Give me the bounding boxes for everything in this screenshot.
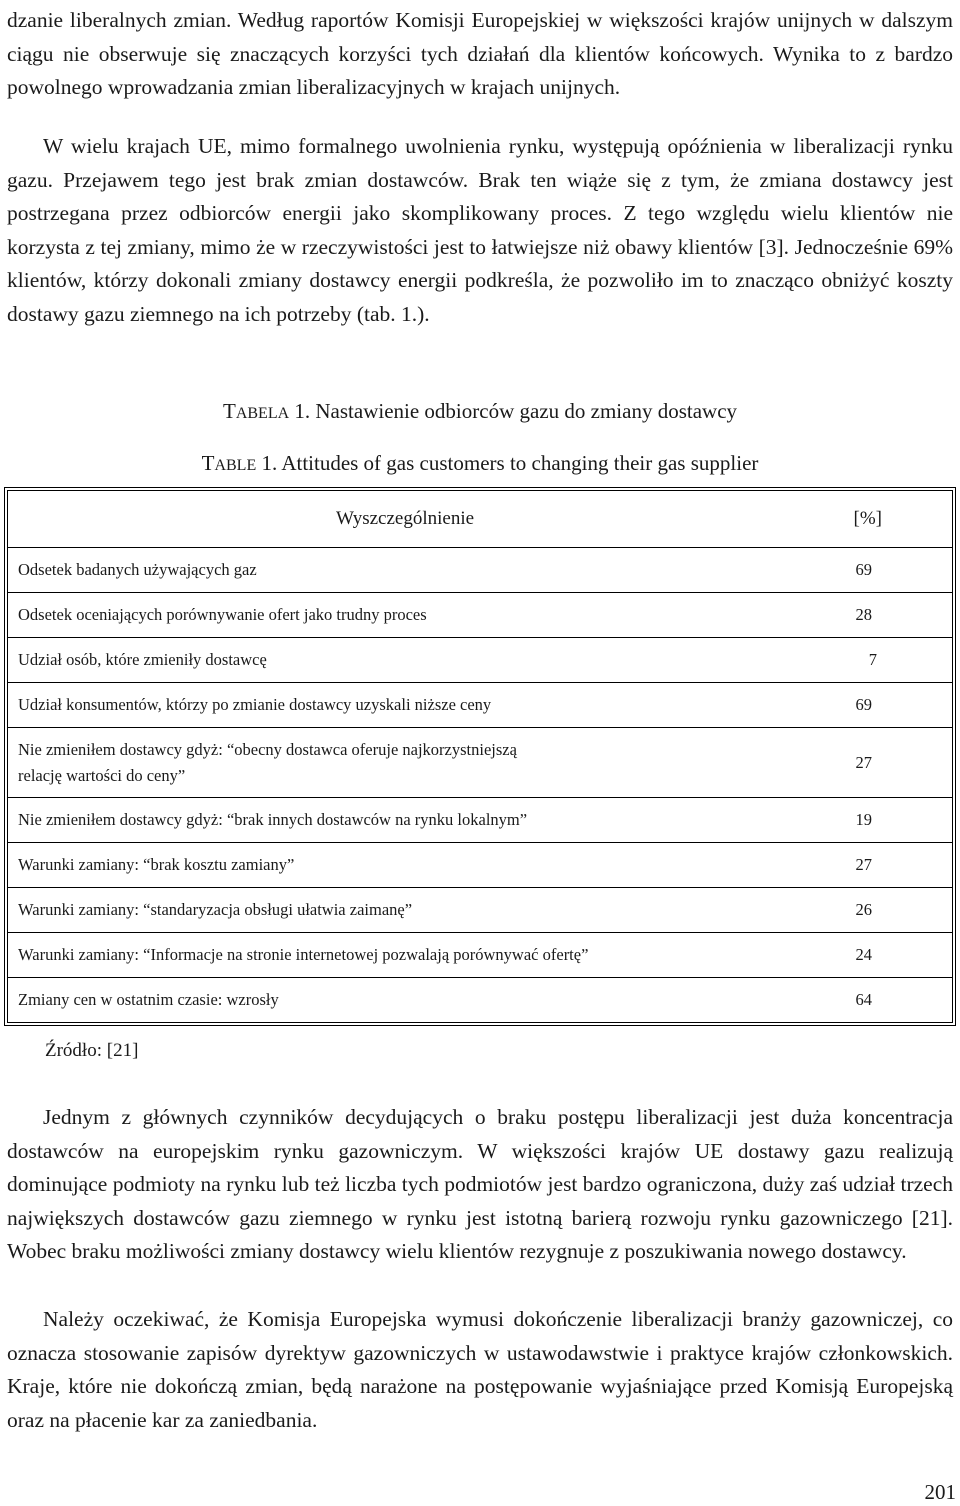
row-label: Nie zmieniłem dostawcy gdyż: “brak innych dostawców na rynku lokalnym” bbox=[8, 797, 802, 842]
row-value: 19 bbox=[802, 797, 952, 842]
header-value: [%] bbox=[853, 508, 882, 529]
row-label: Odsetek badanych używających gaz bbox=[8, 547, 802, 592]
table-row bbox=[8, 932, 952, 977]
row-value: 69 bbox=[802, 547, 952, 592]
paragraph-4: Należy oczekiwać, że Komisja Europejska wymusi dokończenie liberalizacji branży gazowniczej, co oznacza stosowanie zapisów dyrektyw gazowniczych w ustawodawstwie i praktyce krajów członkowskich. Kraje, które nie dokończą zmian, będą narażone na postępowanie wyjaśniające przed Komisją Europejską oraz na płacenie kar za zaniedbania. bbox=[7, 1307, 953, 1432]
table-row bbox=[8, 592, 952, 637]
table-row bbox=[8, 727, 952, 797]
table-row bbox=[8, 547, 952, 592]
table-header-row bbox=[8, 491, 952, 547]
row-label: Udział osób, które zmieniły dostawcę bbox=[8, 637, 802, 682]
table-caption-en: TABLE 1. Attitudes of gas customers to changing their gas supplier bbox=[201, 451, 759, 475]
data-table bbox=[7, 490, 953, 1023]
row-value: 27 bbox=[802, 842, 952, 887]
row-label: Nie zmieniłem dostawcy gdyż: “obecny dostawca oferuje najkorzystniejszą relację wartości do ceny” bbox=[8, 727, 802, 797]
row-value: 64 bbox=[802, 977, 952, 1022]
page-number: 201 bbox=[924, 1480, 956, 1504]
table-row bbox=[8, 977, 952, 1022]
table-caption-pl: TABELA 1. Nastawienie odbiorców gazu do zmiany dostawcy bbox=[222, 399, 738, 423]
row-value: 27 bbox=[802, 727, 952, 797]
paragraph-3: Jednym z głównych czynników decydujących o braku postępu liberalizacji jest duża koncentracja dostawców na europejskim rynku gazowniczym. W większości krajów UE dostawy gazu realizują dominujące podmioty na rynku lub też liczba tych podmiotów jest bardzo ograniczona, duży zaś udział trzech największych dostawców gazu ziemnego w rynku jest istotną barierą rozwoju rynku gazowniczego [21]. Wobec braku możliwości zmiany dostawcy wielu klientów rezygnuje z poszukiwania nowego dostawcy. bbox=[7, 1105, 953, 1264]
row-label: Warunki zamiany: “standaryzacja obsługi ułatwia zaimanę” bbox=[8, 887, 802, 932]
paragraph-top: dzanie liberalnych zmian. Według raportów Komisji Europejskiej w większości krajów unijnych w dalszym ciągu nie obserwuje się znaczących korzyści tych działań dla klientów końcowych. Wynika to z bardzo powolnego wprowadzania zmian liberalizacyjnych w krajach unijnych. bbox=[7, 8, 953, 100]
table-source: Źródło: [21] bbox=[45, 1040, 139, 1061]
row-label: Odsetek oceniających porównywanie ofert jako trudny proces bbox=[8, 592, 802, 637]
table-row bbox=[8, 797, 952, 842]
row-label: Udział konsumentów, którzy po zmianie dostawcy uzyskali niższe ceny bbox=[8, 682, 802, 727]
row-value: 28 bbox=[802, 592, 952, 637]
table-row bbox=[8, 887, 952, 932]
row-label: Warunki zamiany: “Informacje na stronie internetowej pozwalają porównywać ofertę” bbox=[8, 932, 802, 977]
row-label: Zmiany cen w ostatnim czasie: wzrosły bbox=[8, 977, 802, 1022]
row-value: 24 bbox=[802, 932, 952, 977]
table-row bbox=[8, 637, 952, 682]
row-label: Warunki zamiany: “brak kosztu zamiany” bbox=[8, 842, 802, 887]
row-value: 7 bbox=[802, 637, 952, 682]
row-value: 69 bbox=[802, 682, 952, 727]
header-item: Wyszczególnienie bbox=[335, 508, 475, 529]
paragraph-2: W wielu krajach UE, mimo formalnego uwolnienia rynku, występują opóźnienia w liberalizacji rynku gazu. Przejawem tego jest brak zmian dostawców. Brak ten wiąże się z tym, że zmiana dostawcy jest postrzegana przez odbiorców energii jako skomplikowany proces. Z tego względu wielu klientów nie korzysta z tej zmiany, mimo że w rzeczywistości jest to łatwiejsze niż obawy klientów [3]. Jednocześnie 69% klientów, którzy dokonali zmiany dostawcy energii podkreśla, że pozwoliło im to znacząco obniżyć koszty dostawy gazu ziemnego na ich potrzeby (tab. 1.). bbox=[7, 134, 953, 326]
table-row bbox=[8, 842, 952, 887]
row-value: 26 bbox=[802, 887, 952, 932]
table-row bbox=[8, 682, 952, 727]
